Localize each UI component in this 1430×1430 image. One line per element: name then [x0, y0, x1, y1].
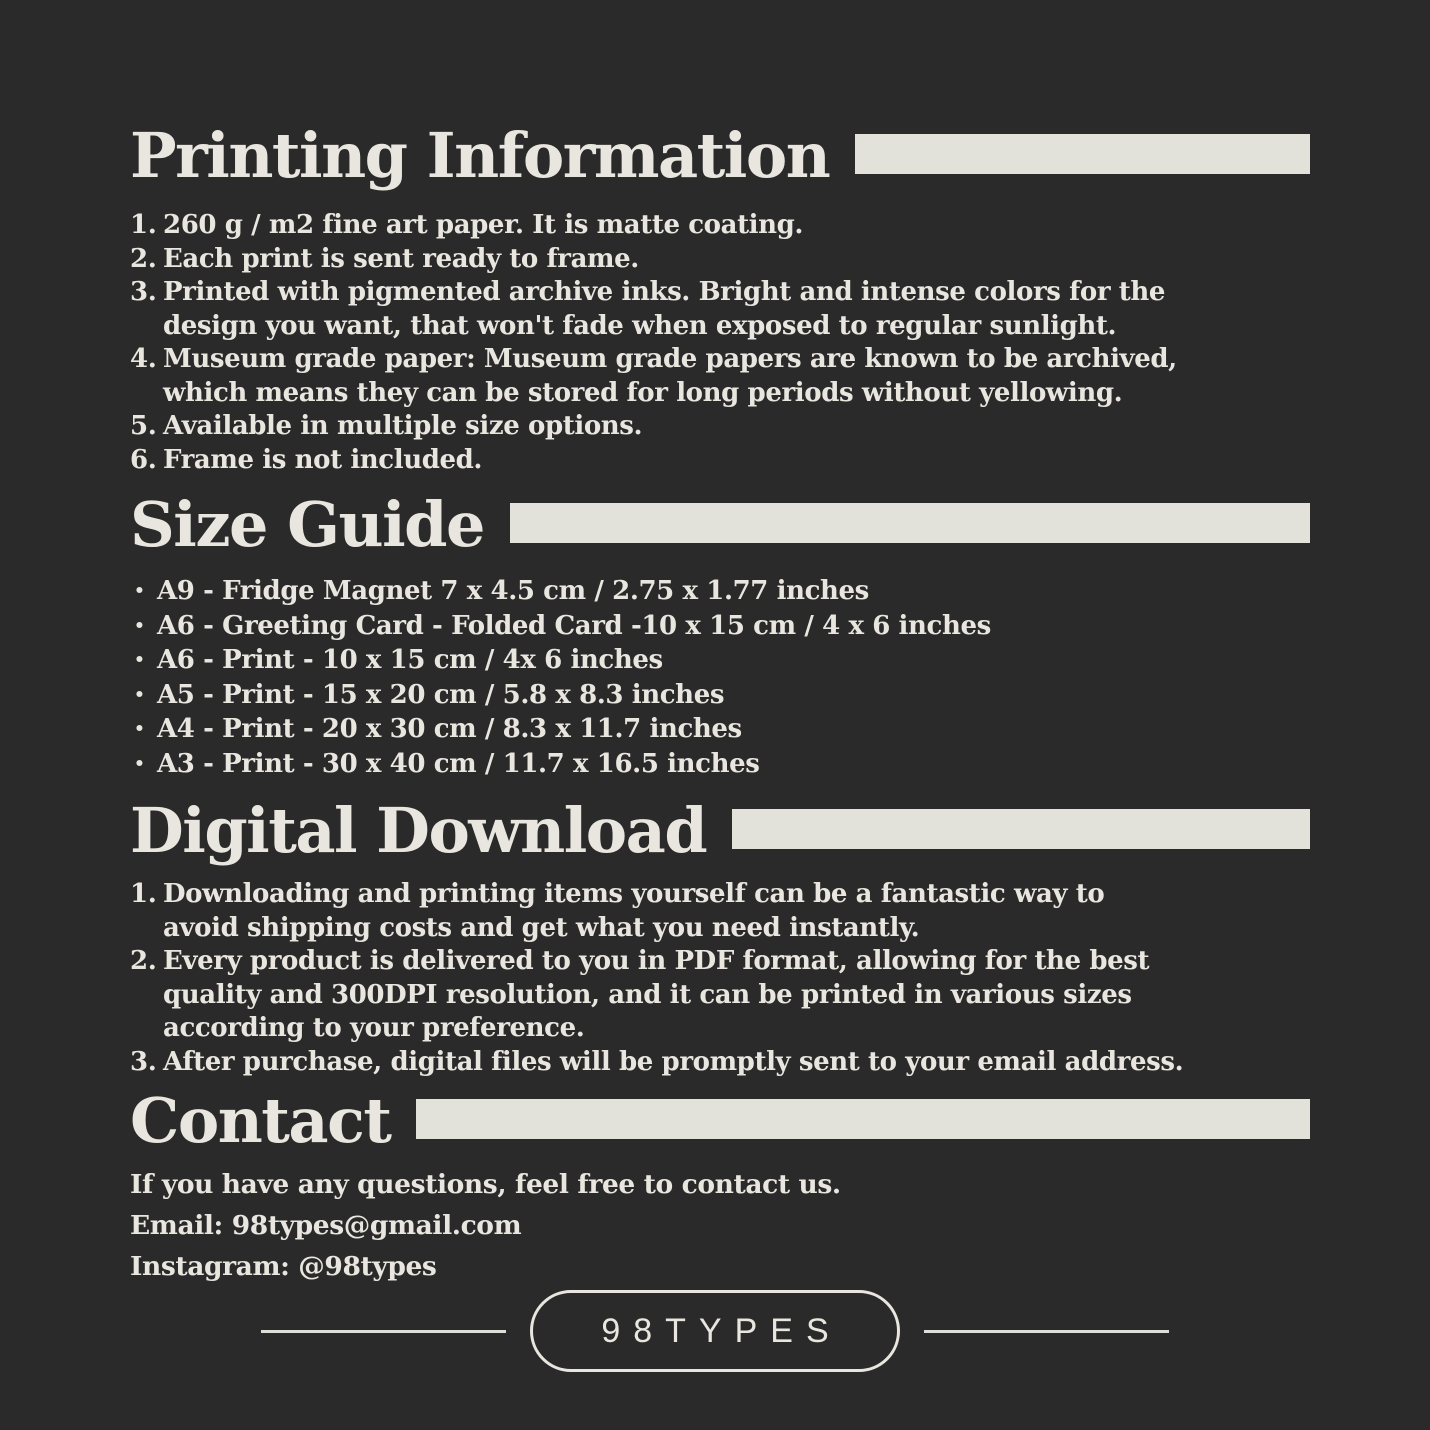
text-line: Museum grade paper: Museum grade papers are known to be archived,	[163, 344, 1177, 374]
list-item	[130, 609, 1310, 644]
list-item	[130, 712, 1310, 747]
section-title: Printing Information	[130, 119, 830, 192]
section-size-guide-header	[130, 487, 1310, 562]
item-text	[163, 878, 1310, 945]
text-line: Frame is not included.	[163, 444, 483, 475]
item-marker: 3.	[130, 1046, 157, 1077]
text-line: Printed with pigmented archive inks. Bright and intense colors for the	[163, 277, 1166, 307]
list-item	[130, 343, 1310, 410]
section-contact-header	[130, 1083, 1310, 1158]
item-text	[157, 643, 1310, 678]
text-line: A6 - Print - 10 x 15 cm / 4x 6 inches	[157, 645, 663, 675]
item-marker: 3.	[130, 277, 157, 307]
text-line: Available in multiple size options.	[163, 411, 643, 441]
title-bar	[510, 503, 1310, 543]
text-line: A6 - Greeting Card - Folded Card -10 x 15 cm / 4 x 6 inches	[157, 610, 991, 641]
text-line: quality and 300DPI resolution, and it can be printed in various sizes	[163, 979, 1132, 1010]
text-line: Every product is delivered to you in PDF format, allowing for the best	[163, 946, 1150, 976]
item-text	[157, 712, 1310, 747]
list-item	[130, 574, 1310, 609]
item-text	[157, 747, 1310, 782]
section-digital-download-header	[130, 793, 1310, 868]
text-line: according to your preference.	[163, 1013, 585, 1043]
divider-line-left	[261, 1330, 506, 1333]
list-item	[130, 1246, 1310, 1287]
brand-pill	[530, 1290, 900, 1372]
text-line: avoid shipping costs and get what you need instantly.	[163, 912, 920, 943]
item-marker: •	[134, 719, 145, 739]
text-line: Instagram: @98types	[130, 1251, 437, 1282]
text-line: A9 - Fridge Magnet 7 x 4.5 cm / 2.75 x 1.77 inches	[157, 576, 869, 606]
item-marker: •	[134, 753, 145, 774]
list-item	[130, 209, 1310, 243]
text-line: Each print is sent ready to frame.	[163, 243, 639, 274]
section-title: Size Guide	[130, 488, 484, 561]
item-marker: 5.	[130, 411, 157, 441]
list-item	[130, 878, 1310, 945]
text-line: which means they can be stored for long periods without yellowing.	[163, 377, 1123, 408]
item-text	[163, 343, 1310, 410]
item-text	[163, 209, 1310, 243]
item-text	[163, 243, 1310, 277]
list-item	[130, 945, 1310, 1046]
divider-line-right	[924, 1330, 1169, 1333]
footer	[0, 1287, 1430, 1375]
item-marker: 4.	[130, 344, 157, 374]
item-text	[130, 1164, 1310, 1205]
brand-name: 98TYPES	[601, 1311, 842, 1350]
item-marker: 2.	[130, 946, 157, 976]
title-bar	[416, 1099, 1310, 1139]
list-item	[130, 1164, 1310, 1205]
title-bar	[732, 809, 1310, 849]
text-line: Downloading and printing items yourself can be a fantastic way to	[163, 879, 1105, 909]
section-title: Contact	[130, 1084, 391, 1157]
list-item	[130, 747, 1310, 782]
section-printing-information-header	[130, 118, 1310, 193]
item-text	[130, 1205, 1310, 1246]
item-marker: •	[134, 650, 145, 670]
list-item	[130, 276, 1310, 343]
item-marker: •	[134, 615, 145, 636]
text-line: A3 - Print - 30 x 40 cm / 11.7 x 16.5 inches	[157, 748, 760, 779]
item-marker: •	[134, 581, 145, 601]
item-text	[157, 574, 1310, 609]
item-text	[157, 678, 1310, 713]
printing-information-list	[130, 209, 1310, 477]
item-marker: •	[134, 684, 145, 705]
item-text	[163, 1046, 1310, 1080]
title-bar	[855, 134, 1310, 174]
item-text	[157, 609, 1310, 644]
text-line: A4 - Print - 20 x 30 cm / 8.3 x 11.7 inches	[157, 714, 742, 744]
list-item	[130, 1205, 1310, 1246]
list-item	[130, 678, 1310, 713]
item-marker: 6.	[130, 444, 157, 475]
text-line: 260 g / m2 fine art paper. It is matte coating.	[163, 210, 804, 240]
text-line: design you want, that won't fade when exposed to regular sunlight.	[163, 310, 1117, 341]
text-line: A5 - Print - 15 x 20 cm / 5.8 x 8.3 inches	[157, 679, 725, 710]
text-line: If you have any questions, feel free to contact us.	[130, 1169, 841, 1200]
item-marker: 1.	[130, 210, 157, 240]
list-item	[130, 243, 1310, 277]
item-text	[163, 410, 1310, 444]
item-text	[163, 945, 1310, 1046]
item-text	[163, 276, 1310, 343]
list-item	[130, 643, 1310, 678]
list-item	[130, 1046, 1310, 1080]
text-line: Email: 98types@gmail.com	[130, 1210, 522, 1241]
size-guide-list	[130, 574, 1310, 781]
digital-download-list	[130, 878, 1310, 1079]
list-item	[130, 410, 1310, 444]
list-item	[130, 444, 1310, 478]
item-marker: 2.	[130, 243, 157, 274]
text-line: After purchase, digital files will be promptly sent to your email address.	[163, 1046, 1184, 1077]
contact-list	[130, 1164, 1310, 1287]
item-text	[163, 444, 1310, 478]
item-text	[130, 1246, 1310, 1287]
section-title: Digital Download	[130, 794, 707, 867]
item-marker: 1.	[130, 879, 157, 909]
